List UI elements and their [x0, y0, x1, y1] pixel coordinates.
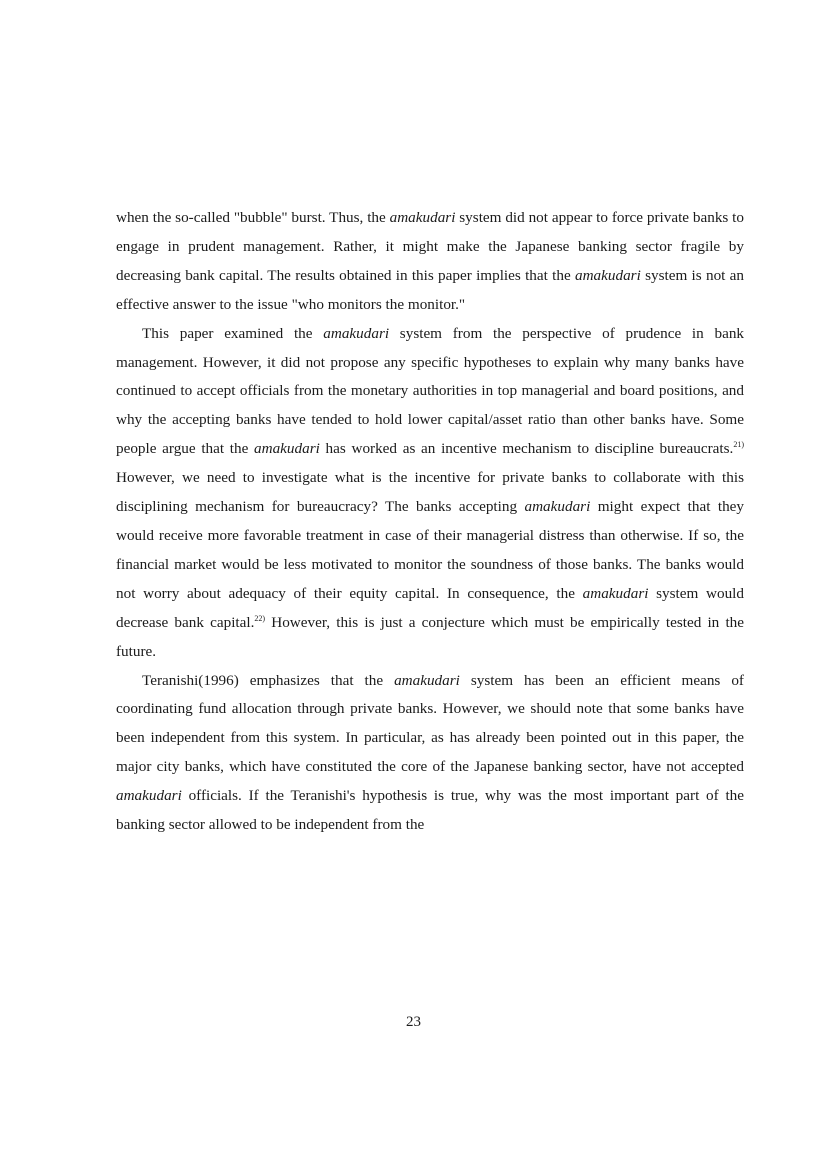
text-run: system is not an effective answer to the issue "who monitors the monitor." [116, 266, 745, 313]
text-run: officials. If the Teranishi's hypothesis is true, why was the most important part of the banking sector allowed to be independent from the [116, 787, 744, 834]
italic-term: amakudari [389, 209, 456, 226]
italic-term: amakudari [323, 324, 390, 342]
italic-term: amakudari [524, 498, 591, 516]
text-run: This paper examined the [142, 324, 324, 342]
text-run: system did not appear to force private banks to engage in prudent management. Rather, it might make the Japanese banking sector fragile by decreasing bank capital. The results obtained in this paper implies that the [116, 209, 744, 284]
body-text [116, 204, 744, 840]
text-run: system has been an efficient means of coordinating fund allocation through private banks. However, we should note that some banks have been independent from this system. In particular, as has already been pointed out in this paper, the major city banks, which have constituted the core of the Japanese banking sector, have not accepted [116, 671, 744, 776]
italic-term: amakudari [254, 440, 320, 458]
page-number: 23 [406, 1014, 421, 1030]
footnote-marker: 22) [254, 613, 266, 623]
footnote-marker: 21) [733, 440, 744, 450]
paragraph-continuation [116, 204, 744, 320]
text-run: has worked as an incentive mechanism to discipline bureaucrats. [319, 440, 734, 458]
paragraph-teranishi [116, 667, 744, 840]
italic-term: amakudari [582, 584, 649, 602]
italic-term: amakudari [574, 266, 641, 284]
text-run: However, we need to investigate what is the incentive for private banks to collaborate with this disciplining mechanism for bureaucracy? The banks accepting [116, 469, 744, 516]
paragraph-amakudari-perspective [116, 320, 744, 667]
text-run: when the so-called "bubble" burst. Thus, the [116, 209, 390, 226]
text-run: might expect that they would receive more favorable treatment in case of their managerial distress than otherwise. If so, the financial market would be less motivated to monitor the soundness of those banks. The banks would not worry about adequacy of their equity capital. In consequence, the [116, 498, 744, 602]
italic-term: amakudari [394, 671, 460, 689]
italic-term: amakudari [116, 787, 182, 805]
text-run: However, this is just a conjecture which must be empirically tested in the future. [116, 613, 744, 660]
text-run: system from the perspective of prudence in bank management. However, it did not propose any specific hypotheses to explain why many banks have continued to accept officials from the monetary authorities in top managerial and board positions, and why the accepting banks have tended to hold lower capital/asset ratio than other banks have. Some people argue that the [116, 324, 745, 458]
text-run: system would decrease bank capital. [116, 584, 744, 631]
text-run: Teranishi(1996) emphasizes that the [142, 671, 395, 689]
